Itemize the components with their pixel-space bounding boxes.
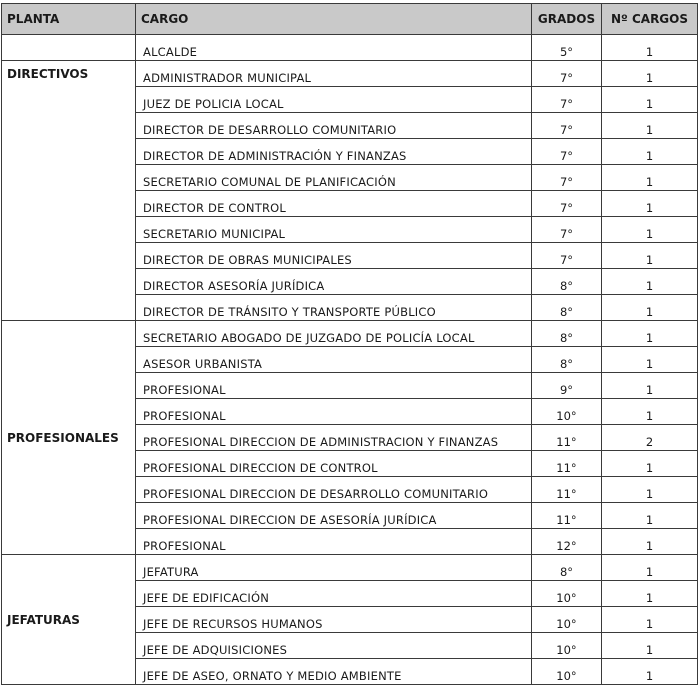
cargo-cell: DIRECTOR DE CONTROL (136, 191, 532, 217)
cargo-cell: DIRECTOR DE DESARROLLO COMUNITARIO (136, 113, 532, 139)
cargo-cell: ADMINISTRADOR MUNICIPAL (136, 61, 532, 87)
grado-cell: 10° (532, 581, 602, 607)
table-row (2, 61, 698, 87)
planta-cargos-table (1, 3, 698, 685)
grado-cell: 8° (532, 321, 602, 347)
cargo-cell: PROFESIONAL DIRECCION DE ASESORÍA JURÍDICA (136, 503, 532, 529)
grado-cell: 11° (532, 425, 602, 451)
cargo-cell: PROFESIONAL (136, 373, 532, 399)
n-cargos-cell: 1 (602, 529, 698, 555)
cargo-cell: DIRECTOR DE OBRAS MUNICIPALES (136, 243, 532, 269)
grado-cell: 11° (532, 503, 602, 529)
planta-cell: JEFATURAS (2, 555, 136, 685)
n-cargos-cell: 1 (602, 295, 698, 321)
cargo-cell: DIRECTOR ASESORÍA JURÍDICA (136, 269, 532, 295)
planta-cell: DIRECTIVOS (2, 61, 136, 321)
cargo-cell: SECRETARIO COMUNAL DE PLANIFICACIÓN (136, 165, 532, 191)
n-cargos-cell: 1 (602, 399, 698, 425)
grado-cell: 8° (532, 347, 602, 373)
grado-cell: 10° (532, 607, 602, 633)
grado-cell: 11° (532, 477, 602, 503)
n-cargos-cell: 1 (602, 555, 698, 581)
header-cargo: CARGO (136, 4, 532, 35)
grado-cell: 7° (532, 87, 602, 113)
cargo-cell: JEFE DE ADQUISICIONES (136, 633, 532, 659)
cargo-cell: DIRECTOR DE ADMINISTRACIÓN Y FINANZAS (136, 139, 532, 165)
header-n-cargos: Nº CARGOS (602, 4, 698, 35)
n-cargos-cell: 1 (602, 217, 698, 243)
grado-cell: 12° (532, 529, 602, 555)
n-cargos-cell: 1 (602, 321, 698, 347)
n-cargos-cell: 1 (602, 35, 698, 61)
n-cargos-cell: 1 (602, 87, 698, 113)
cargo-cell: DIRECTOR DE TRÁNSITO Y TRANSPORTE PÚBLICO (136, 295, 532, 321)
n-cargos-cell: 1 (602, 269, 698, 295)
cargo-cell: SECRETARIO ABOGADO DE JUZGADO DE POLICÍA LOCAL (136, 321, 532, 347)
cargo-cell: ALCALDE (136, 35, 532, 61)
n-cargos-cell: 1 (602, 503, 698, 529)
n-cargos-cell: 1 (602, 633, 698, 659)
cargo-cell: ASESOR URBANISTA (136, 347, 532, 373)
cargo-cell: JEFE DE ASEO, ORNATO Y MEDIO AMBIENTE (136, 659, 532, 685)
n-cargos-cell: 1 (602, 113, 698, 139)
table-row (2, 321, 698, 347)
grado-cell: 8° (532, 295, 602, 321)
grado-cell: 7° (532, 217, 602, 243)
n-cargos-cell: 1 (602, 61, 698, 87)
n-cargos-cell: 1 (602, 607, 698, 633)
cargo-cell: PROFESIONAL DIRECCION DE CONTROL (136, 451, 532, 477)
n-cargos-cell: 2 (602, 425, 698, 451)
grado-cell: 7° (532, 61, 602, 87)
cargo-cell: PROFESIONAL (136, 529, 532, 555)
table-row (2, 35, 698, 61)
cargo-cell: PROFESIONAL DIRECCION DE ADMINISTRACION Y FINANZAS (136, 425, 532, 451)
n-cargos-cell: 1 (602, 347, 698, 373)
grado-cell: 8° (532, 269, 602, 295)
grado-cell: 10° (532, 659, 602, 685)
grado-cell: 10° (532, 633, 602, 659)
n-cargos-cell: 1 (602, 373, 698, 399)
table-body (2, 35, 698, 685)
n-cargos-cell: 1 (602, 581, 698, 607)
cargo-cell: JEFATURA (136, 555, 532, 581)
grado-cell: 7° (532, 191, 602, 217)
grado-cell: 10° (532, 399, 602, 425)
n-cargos-cell: 1 (602, 451, 698, 477)
grado-cell: 7° (532, 113, 602, 139)
n-cargos-cell: 1 (602, 191, 698, 217)
cargo-cell: PROFESIONAL DIRECCION DE DESARROLLO COMUNITARIO (136, 477, 532, 503)
n-cargos-cell: 1 (602, 139, 698, 165)
table-row (2, 555, 698, 581)
n-cargos-cell: 1 (602, 659, 698, 685)
n-cargos-cell: 1 (602, 165, 698, 191)
planta-cell: PROFESIONALES (2, 321, 136, 555)
grado-cell: 7° (532, 243, 602, 269)
header-planta: PLANTA (2, 4, 136, 35)
n-cargos-cell: 1 (602, 477, 698, 503)
grado-cell: 11° (532, 451, 602, 477)
header-grados: GRADOS (532, 4, 602, 35)
n-cargos-cell: 1 (602, 243, 698, 269)
header-row (2, 4, 698, 35)
planta-cell (2, 35, 136, 61)
cargo-cell: JEFE DE RECURSOS HUMANOS (136, 607, 532, 633)
cargo-cell: JEFE DE EDIFICACIÓN (136, 581, 532, 607)
grado-cell: 9° (532, 373, 602, 399)
cargo-cell: JUEZ DE POLICIA LOCAL (136, 87, 532, 113)
grado-cell: 8° (532, 555, 602, 581)
grado-cell: 7° (532, 139, 602, 165)
cargo-cell: PROFESIONAL (136, 399, 532, 425)
cargo-cell: SECRETARIO MUNICIPAL (136, 217, 532, 243)
grado-cell: 7° (532, 165, 602, 191)
grado-cell: 5° (532, 35, 602, 61)
